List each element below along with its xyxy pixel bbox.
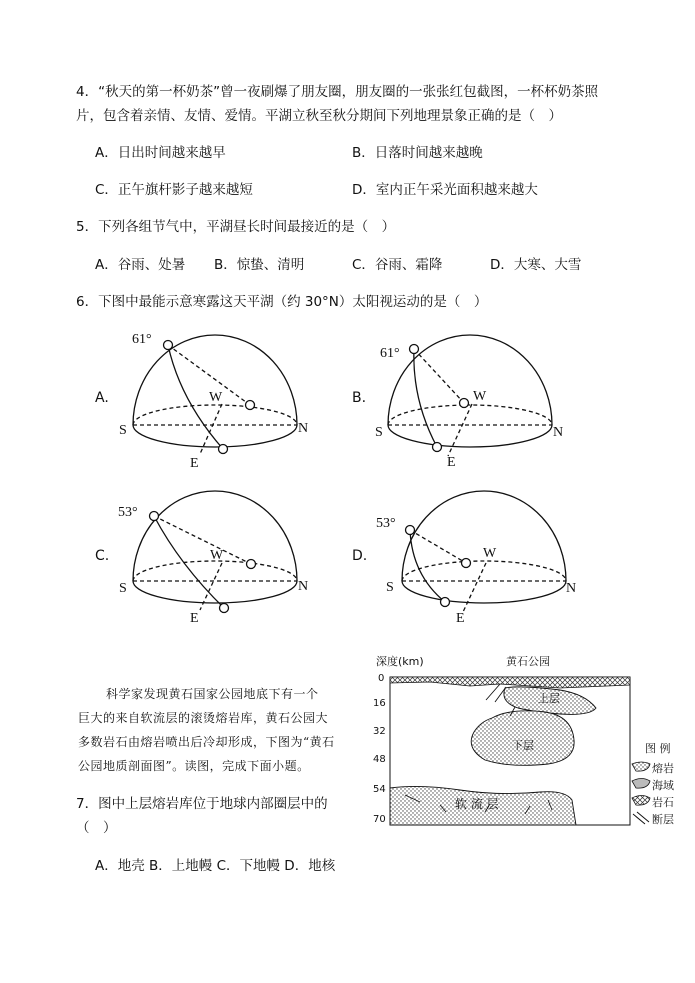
depth-tick: 32 — [373, 726, 386, 737]
diagram-b-north: N — [553, 425, 564, 440]
geologic-section-figure — [360, 648, 695, 833]
diagram-c-letter: C. — [95, 548, 110, 564]
diagram-c-north: N — [298, 579, 309, 594]
q5-option-a: A．谷雨、处暑 — [95, 257, 186, 273]
diagram-d-west: W — [483, 546, 497, 561]
diagram-c-south: S — [119, 581, 127, 596]
q5-stem: 5．下列各组节气中，平湖昼长时间最接近的是（ ） — [76, 219, 396, 235]
q7-stem-line1: 7．图中上层熔岩库位于地球内部圈层中的 — [76, 796, 328, 812]
q4-option-a: A．日出时间越来越早 — [95, 145, 226, 161]
diagram-d-angle: 53° — [376, 516, 396, 531]
svg-text:岩石: 岩石 — [652, 796, 674, 809]
diagram-a — [95, 332, 308, 471]
sun-path-diagrams — [0, 320, 695, 630]
depth-tick: 54 — [373, 784, 386, 795]
diagram-a-angle: 61° — [132, 332, 152, 347]
diagram-b-east: E — [447, 455, 456, 470]
diagram-a-east: E — [190, 456, 199, 471]
diagram-b-west: W — [473, 389, 487, 404]
park-label: 黄石公园 — [506, 655, 550, 668]
q7-stem-line2: （ ） — [76, 820, 117, 836]
diagram-a-west: W — [209, 390, 223, 405]
diagram-d-north: N — [566, 581, 577, 596]
passage-line: 公园地质剖面图”。读图，完成下面小题。 — [78, 759, 310, 773]
legend-magma — [632, 761, 674, 775]
svg-text:海域: 海域 — [652, 779, 674, 792]
diagram-a-north: N — [298, 421, 309, 436]
diagram-b-south: S — [375, 425, 383, 440]
reading-passage — [78, 682, 350, 778]
diagram-b-letter: B. — [352, 390, 367, 406]
lower-chamber-label: 下层 — [512, 739, 534, 752]
depth-tick: 16 — [373, 698, 386, 709]
diagram-d-south: S — [386, 580, 394, 595]
diagram-c-west: W — [210, 548, 224, 563]
legend-fault — [633, 812, 674, 826]
q4-option-c: C．正午旗杆影子越来越短 — [95, 182, 253, 198]
q4-option-d: D．室内正午采光面积越来越大 — [352, 182, 538, 198]
passage-line: 多数岩石由熔岩喷出后冷却形成，下图为“黄石 — [78, 735, 335, 749]
depth-tick: 0 — [378, 673, 385, 684]
diagram-b-angle: 61° — [380, 346, 400, 361]
q5-option-d: D．大寒、大雪 — [490, 257, 582, 273]
legend-title: 图 例 — [645, 742, 671, 755]
q5-option-b: B．惊蛰、清明 — [214, 257, 305, 273]
diagram-c-angle: 53° — [118, 505, 138, 520]
depth-tick: 70 — [373, 814, 386, 825]
diagram-d-letter: D. — [352, 548, 368, 564]
depth-axis-title: 深度(km) — [376, 655, 424, 668]
q4-stem-line1: 4．“秋天的第一杯奶茶”曾一夜刷爆了朋友圈，朋友圈的一张张红包截图，一杯杯奶茶照 — [76, 84, 599, 100]
q7-options: A．地壳 B．上地幔 C．下地幔 D．地核 — [95, 858, 336, 874]
diagram-a-south: S — [119, 423, 127, 438]
legend-sea — [632, 778, 674, 792]
diagram-c — [95, 491, 308, 626]
diagram-c-east: E — [190, 611, 199, 626]
asthenosphere-label: 软 流 层 — [455, 797, 499, 811]
legend-rock — [632, 795, 674, 809]
q4-stem-line2: 片，包含着亲情、友情、爱情。平湖立秋至秋分期间下列地理景象正确的是（ ） — [76, 108, 562, 124]
svg-text:熔岩: 熔岩 — [652, 762, 674, 775]
diagram-b — [352, 335, 563, 470]
upper-chamber-label: 上层 — [538, 692, 560, 705]
depth-tick: 48 — [373, 754, 386, 765]
q5-option-c: C．谷雨、霜降 — [352, 257, 443, 273]
passage-line: 巨大的来自软流层的滚烫熔岩库，黄石公园大 — [78, 711, 329, 725]
passage-line: 科学家发现黄石国家公园地底下有一个 — [106, 687, 319, 701]
svg-text:断层: 断层 — [652, 813, 674, 826]
q6-stem: 6．下图中最能示意寒露这天平湖（约 30°N）太阳视运动的是（ ） — [76, 294, 488, 310]
diagram-a-letter: A. — [95, 390, 109, 406]
q4-option-b: B．日落时间越来越晚 — [352, 145, 483, 161]
diagram-d — [352, 491, 576, 626]
diagram-d-east: E — [456, 611, 465, 626]
